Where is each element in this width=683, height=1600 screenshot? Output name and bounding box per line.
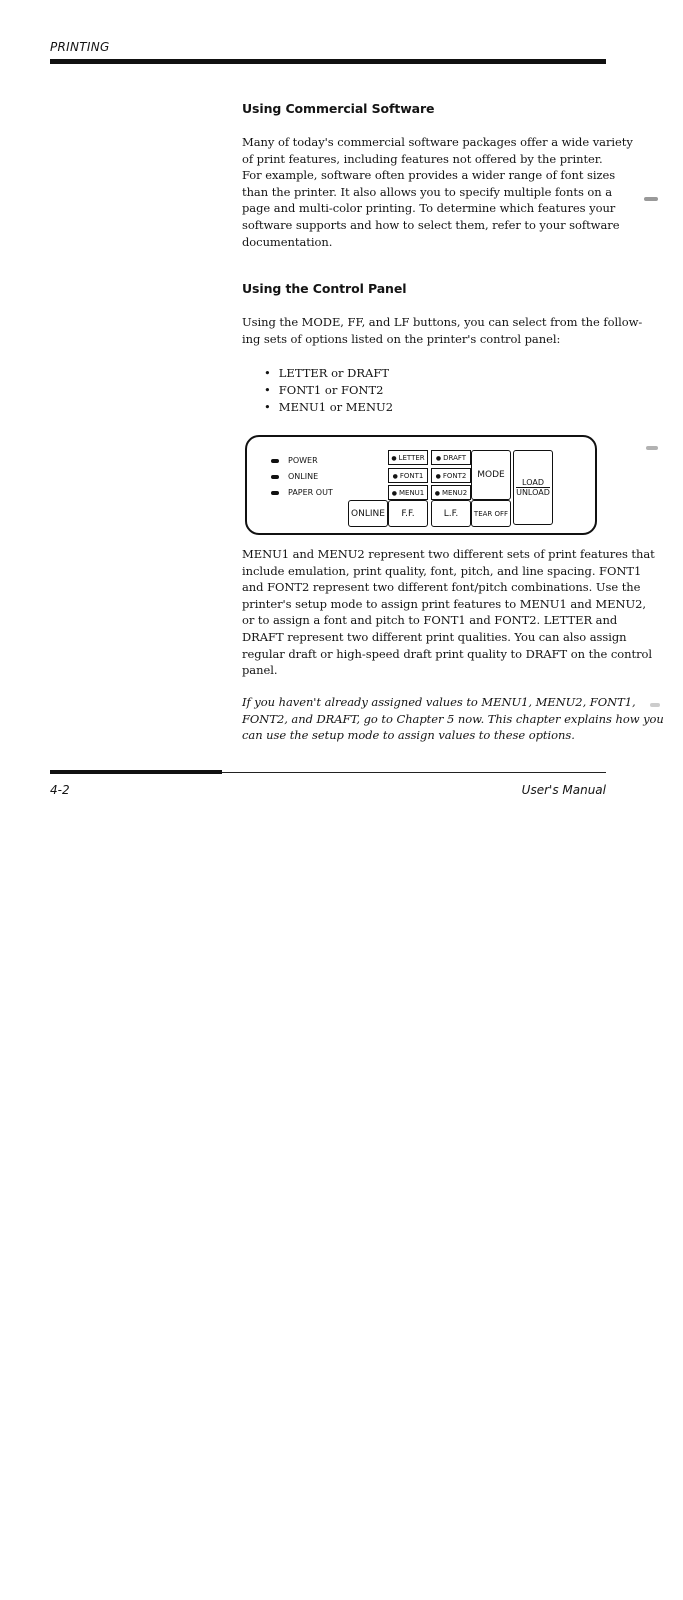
- font2-label: ● FONT2: [431, 468, 471, 483]
- mode-button[interactable]: MODE: [471, 450, 511, 500]
- load-unload-button[interactable]: [513, 450, 553, 525]
- control-panel-intro: Using the MODE, FF, and LF buttons, you can select from the follow- ing sets of options listed on the printer's control panel:: [242, 315, 643, 346]
- font1-label: ● FONT1: [388, 468, 428, 483]
- heading-control-panel: Using the Control Panel: [242, 281, 407, 296]
- control-panel-diagram: [245, 435, 597, 535]
- setup-note: If you haven't already assigned values to MENU1, MENU2, FONT1, FONT2, and DRAFT, go to Chapter 5 now. This chapter explains how you can use the setup mode to assign values to these options.: [242, 695, 664, 743]
- commercial-software-paragraph: Many of today's commercial software packages offer a wide variety of print features, including features not offered by the printer. For example, software often provides a wider range of font sizes than the printer. It also allows you to specify multiple fonts on a page and multi-color printing. To determine which features your software supports and how to select them, refer to your software documentation.: [242, 135, 633, 249]
- scan-speck: [644, 197, 658, 201]
- indicator-paper-out: PAPER OUT: [271, 488, 333, 497]
- line-feed-button[interactable]: L.F.: [431, 500, 471, 527]
- page-number: 4-2: [50, 783, 70, 797]
- running-head: PRINTING: [50, 40, 110, 54]
- list-item: • MENU1 or MENU2: [264, 399, 393, 416]
- book-title: User's Manual: [521, 783, 606, 797]
- paper-out-led-icon: [271, 491, 279, 495]
- online-led-icon: [271, 475, 279, 479]
- footer-rule-thick: [50, 770, 222, 774]
- header-rule: [50, 59, 606, 64]
- load-unload-label: LOAD UNLOAD: [516, 478, 550, 497]
- heading-commercial-software: Using Commercial Software: [242, 101, 435, 116]
- online-button[interactable]: ONLINE: [348, 500, 388, 527]
- power-led-icon: [271, 459, 279, 463]
- option-list: [264, 365, 393, 416]
- scan-speck: [646, 446, 658, 450]
- menu2-label: ● MENU2: [431, 485, 471, 500]
- indicator-power: POWER: [271, 456, 318, 465]
- tear-off-button[interactable]: TEAR OFF: [471, 500, 511, 527]
- footer-rule-thin: [222, 772, 606, 773]
- menu-font-description: MENU1 and MENU2 represent two different sets of print features that include emulation, print quality, font, pitch, and line spacing. FONT1 and FONT2 represent two different font/pitch combinations. Use the printer's setup mode to assign print features to MENU1 and MENU2, or to assign a font and pitch to FONT1 and FONT2. LETTER and DRAFT represent two different print qualities. You can also assign regular draft or high-speed draft print quality to DRAFT on the control panel.: [242, 547, 655, 678]
- list-item: • FONT1 or FONT2: [264, 382, 393, 399]
- form-feed-button[interactable]: F.F.: [388, 500, 428, 527]
- menu1-label: ● MENU1: [388, 485, 428, 500]
- indicator-online: ONLINE: [271, 472, 318, 481]
- list-item: • LETTER or DRAFT: [264, 365, 393, 382]
- scan-speck: [650, 703, 660, 707]
- letter-label: ● LETTER: [388, 450, 428, 465]
- draft-label: ● DRAFT: [431, 450, 471, 465]
